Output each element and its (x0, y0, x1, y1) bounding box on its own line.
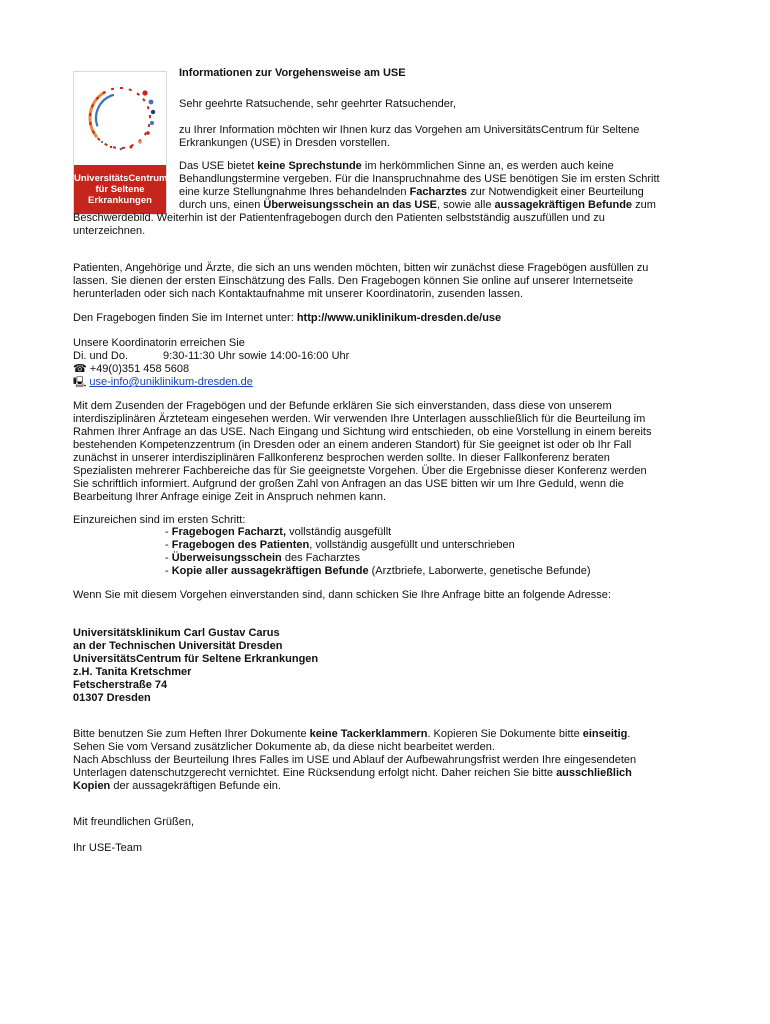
logo-line-1: UniversitätsCentrum (74, 173, 168, 184)
p1-line-4: durch uns, einen Überweisungsschein an das USE, sowie alle aussagekräftigen Befunde zum (179, 199, 656, 211)
signature: Ihr USE-Team (73, 842, 143, 854)
questionnaire-url-line (73, 312, 501, 325)
p1-line-2: Behandlungstermine vergeben. Für die Inanspruchnahme des USE benötigen Sie im ersten Schritt (179, 173, 660, 185)
list-item: - Fragebogen des Patienten, vollständig ausgefüllt und unterschrieben (165, 539, 515, 551)
info-paragraph-4 (73, 728, 636, 793)
info-paragraph-1 (179, 160, 660, 212)
postal-address (73, 627, 318, 705)
intro-line-2: Erkrankungen (USE) in Dresden vorstellen. (179, 137, 390, 149)
p3-line-1: Mit dem Zusenden der Fragebögen und der Befunde erklären Sie sich einverstanden, dass diese von unserem (73, 400, 612, 412)
p4-line-2: Sehen Sie vom Versand zusätzlicher Dokumente ab, da diese nicht bearbeitet werden. (73, 741, 495, 753)
p1-line-3: eine kurze Stellungnahme Ihres behandelnden Facharztes zur Notwendigkeit einer Beurteilung (179, 186, 644, 198)
contact-phone (73, 363, 349, 376)
p1-line-5: Beschwerdebild. Weiterhin ist der Patientenfragebogen durch den Patienten selbstständig auszufüllen und zu (73, 212, 605, 224)
p2-line-3: herunterladen oder sich nach Kontaktaufnahme mit unserer Koordinatorin, zusenden lassen. (73, 288, 524, 300)
contact-hours: Di. und Do. 9:30-11:30 Uhr sowie 14:00-16:00 Uhr (73, 350, 350, 362)
submit-list (165, 526, 591, 578)
closing: Mit freundlichen Grüßen, (73, 816, 195, 828)
address-line-1: Universitätsklinikum Carl Gustav Carus (73, 627, 280, 639)
info-paragraph-3 (73, 400, 651, 504)
p2-line-2: lassen. Sie dienen der ersten Einschätzung des Falls. Den Fragebogen können Sie online auf unserer Internetseite (73, 275, 634, 287)
p3-line-2: interdisziplinären Ärzteteam eingesehen werden. Wir verwenden Ihre Unterlagen ausschließlich für die Beurteilung im (73, 413, 646, 425)
p2-line-1: Patienten, Angehörige und Ärzte, die sich an uns wenden möchten, bitten wir zunächst diese Fragebögen ausfüllen zu (73, 262, 649, 274)
p1-line-1: Das USE bietet keine Sprechstunde im herkömmlichen Sinne an, es werden auch keine (179, 160, 614, 172)
info-paragraph-2 (73, 262, 648, 301)
logo-line-2: für Seltene (95, 184, 145, 195)
p4-line-1: Bitte benutzen Sie zum Heften Ihrer Dokumente keine Tackerklammern. Kopieren Sie Dokumente bitte einseitig. (73, 728, 631, 740)
contact-email (73, 376, 349, 389)
greeting: Sehr geehrte Ratsuchende, sehr geehrter Ratsuchender, (179, 98, 457, 110)
address-line-5: Fetscherstraße 74 (73, 679, 168, 691)
questionnaire-link[interactable]: http://www.uniklinikum-dresden.de/use (296, 312, 502, 324)
phone-icon: ☎ (73, 363, 87, 375)
logo-text-band (74, 165, 166, 214)
p3-line-5: zunächst in unserer interdisziplinären Fallkonferenz besprochen werden sollte. In dieser Fallkonferenz beraten (73, 452, 610, 464)
computer-icon: 🖳 (73, 377, 87, 388)
list-item: - Überweisungsschein des Facharztes (165, 552, 361, 564)
p3-line-4: bestehenden Kompetenzzentrum (in Dresden oder an einem anderen Standort) für Sie geeignet ist oder ob Ihr Fall (73, 439, 632, 451)
p4-line-5: Kopien der aussagekräftigen Befunde ein. (73, 780, 281, 792)
contact-block (73, 337, 349, 389)
address-line-6: 01307 Dresden (73, 692, 151, 704)
page-title: Informationen zur Vorgehensweise am USE (179, 67, 406, 79)
email-link[interactable]: use-info@uniklinikum-dresden.de (89, 376, 253, 388)
info-paragraph-1-cont (73, 212, 605, 238)
p3-line-6: Spezialisten mehrerer Fachbereiche das für Sie geeignetste Vorgehen. Über die Ergebnisse dieser Konferenz werden (73, 465, 647, 477)
address-line-3: UniversitätsCentrum für Seltene Erkrankungen (73, 653, 319, 665)
address-line-2: an der Technischen Universität Dresden (73, 640, 283, 652)
intro-line-1: zu Ihrer Information möchten wir Ihnen kurz das Vorgehen am UniversitätsCentrum für Seltene (179, 124, 640, 136)
phone-number[interactable]: +49(0)351 458 5608 (89, 363, 190, 375)
p4-line-4: Unterlagen datenschutzgerecht vernichtet. Eine Rücksendung erfolgt nicht. Daher reichen Sie bitte ausschließlich (73, 767, 632, 779)
logo-dots-graphic (74, 72, 166, 164)
p3-line-3: Rahmen Ihrer Anfrage an das USE. Nach Eingang und Sichtung wird entschieden, ob eine Vorstellung in einem bereits (73, 426, 652, 438)
submit-title: Einzureichen sind im ersten Schritt: (73, 514, 246, 526)
list-item: - Kopie aller aussagekräftigen Befunde (Arztbriefe, Laborwerte, genetische Befunde) (165, 565, 591, 577)
p1-line-6: unterzeichnen. (73, 225, 146, 237)
logo-line-3: Erkrankungen (88, 195, 152, 206)
list-item: - Fragebogen Facharzt, vollständig ausgefüllt (165, 526, 392, 538)
use-logo (73, 71, 167, 215)
url-prefix: Den Fragebogen finden Sie im Internet unter: (73, 312, 297, 324)
p3-line-8: Bearbeitung Ihrer Anfrage einige Zeit in Anspruch nehmen kann. (73, 491, 387, 503)
address-line-4: z.H. Tanita Kretschmer (73, 666, 192, 678)
p3-line-7: Sie schriftlich informiert. Aufgrund der großen Zahl von Anfragen an das USE bitten wir um Ihre Geduld, wenn die (73, 478, 624, 490)
intro-paragraph (179, 124, 639, 150)
send-instruction: Wenn Sie mit diesem Vorgehen einverstanden sind, dann schicken Sie Ihre Anfrage bitte an folgende Adresse: (73, 589, 611, 601)
contact-title: Unsere Koordinatorin erreichen Sie (73, 337, 245, 349)
p4-line-3: Nach Abschluss der Beurteilung Ihres Falles im USE und Ablauf der Aufbewahrungsfrist werden Ihre eingesendeten (73, 754, 637, 766)
